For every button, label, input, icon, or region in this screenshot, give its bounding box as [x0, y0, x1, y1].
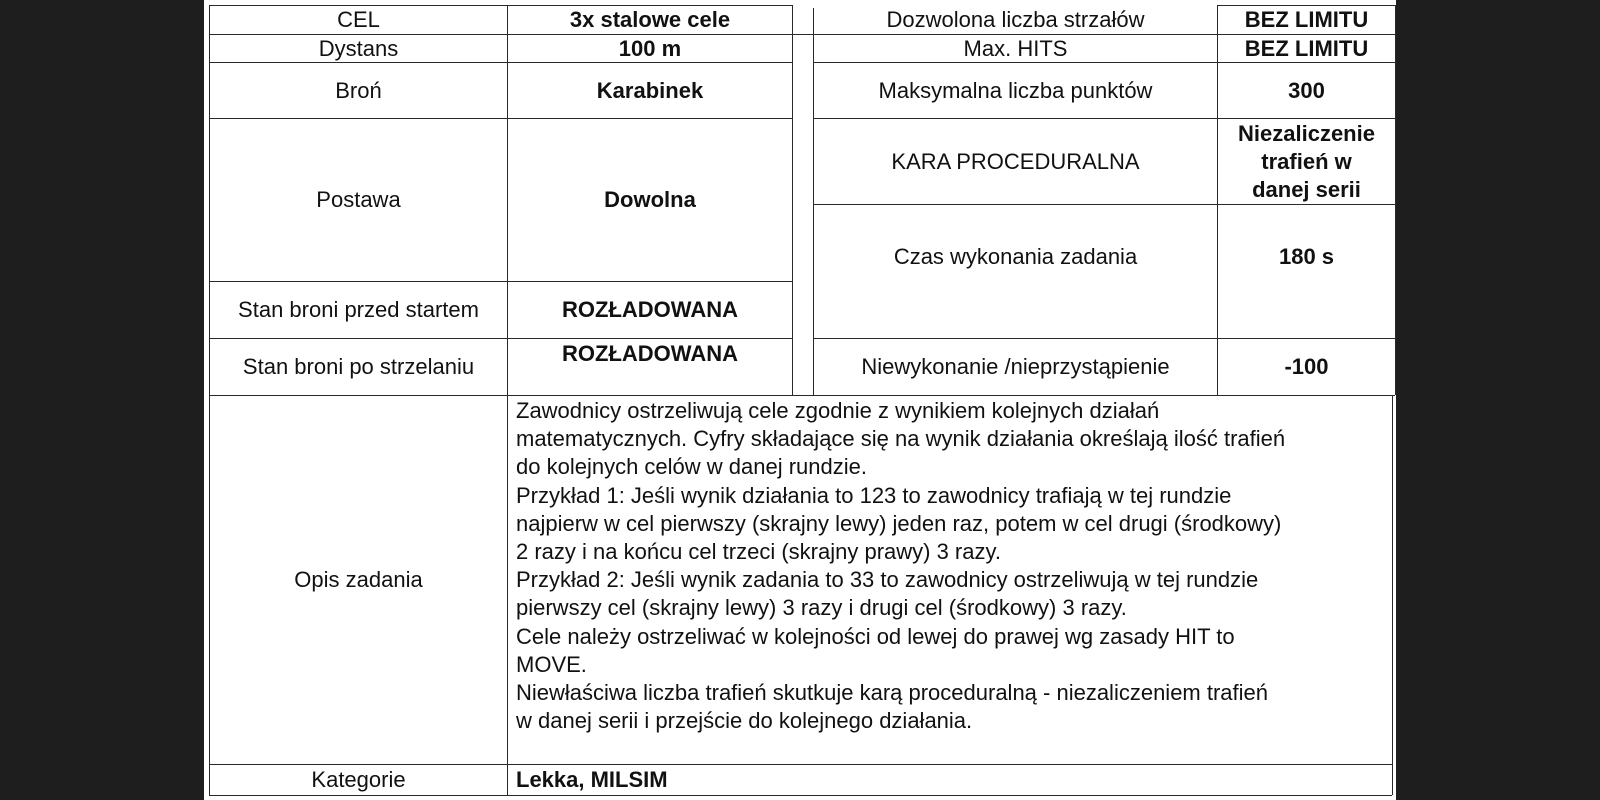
- value-kara: [1218, 119, 1395, 204]
- description-line: Cele należy ostrzeliwać w kolejności od lewej do prawej wg zasady HIT to: [516, 623, 1235, 649]
- value-stan-po: ROZŁADOWANA: [562, 341, 738, 366]
- label-kategorie: Kategorie: [311, 767, 406, 792]
- label-niewykonanie: Niewykonanie /nieprzystąpienie: [861, 354, 1170, 379]
- label-cel: CEL: [337, 7, 380, 32]
- value-kategorie: Lekka, MILSIM: [516, 767, 668, 792]
- description-line: 2 razy i na końcu cel trzeci (skrajny prawy) 3 razy.: [516, 539, 1001, 565]
- label-czas: Czas wykonania zadania: [893, 243, 1138, 269]
- value-czas: 180 s: [1278, 243, 1335, 269]
- description-line: najpierw w cel pierwszy (skrajny lewy) jeden raz, potem w cel drugi (środkowy): [516, 510, 1282, 536]
- description-line: pierwszy cel (skrajny lewy) 3 razy i drugi cel (środkowy) 3 razy.: [516, 595, 1127, 621]
- value-max-hits: BEZ LIMITU: [1244, 35, 1369, 61]
- description-line: Przykład 1: Jeśli wynik działania to 123 to zawodnicy trafiają w tej rundzie: [516, 482, 1232, 508]
- value-stan-przed: ROZŁADOWANA: [562, 297, 738, 322]
- value-kara-line: trafień w: [1261, 148, 1352, 174]
- value-dozwolona-liczba: BEZ LIMITU: [1244, 7, 1369, 32]
- value-cel: 3x stalowe cele: [569, 7, 731, 32]
- description-line: w danej serii i przejście do kolejnego działania.: [516, 708, 973, 734]
- table-border: [1395, 5, 1396, 395]
- value-bron: Karabinek: [596, 77, 704, 103]
- label-postawa: Postawa: [316, 187, 401, 212]
- value-dystans: 100 m: [618, 35, 682, 61]
- label-kara: KARA PROCEDURALNA: [891, 148, 1140, 174]
- label-opis: Opis zadania: [294, 567, 423, 592]
- value-max-punktow: 300: [1288, 77, 1325, 103]
- description-line: Zawodnicy ostrzeliwują cele zgodnie z wynikiem kolejnych działań: [516, 398, 1160, 423]
- description-line: Niewłaściwa liczba trafień skutkuje karą proceduralną - niezaliczeniem trafień: [516, 680, 1269, 706]
- label-stan-po: Stan broni po strzelaniu: [242, 354, 475, 379]
- value-niewykonanie: -100: [1284, 354, 1329, 379]
- label-max-punktow: Maksymalna liczba punktów: [878, 77, 1153, 103]
- description-line: do kolejnych celów w danej rundzie.: [516, 454, 867, 480]
- description-line: Przykład 2: Jeśli wynik zadania to 33 to zawodnicy ostrzeliwują w tej rundzie: [516, 567, 1259, 593]
- description-line: MOVE.: [516, 651, 587, 677]
- table-border: [1392, 395, 1393, 795]
- description-line: matematycznych. Cyfry składające się na wynik działania określają ilość trafień: [516, 426, 1286, 452]
- label-dystans: Dystans: [318, 35, 399, 61]
- table-border: [792, 5, 793, 395]
- description-text: [516, 397, 1392, 735]
- table-border: [209, 795, 1392, 796]
- label-stan-przed: Stan broni przed startem: [238, 297, 479, 322]
- label-max-hits: Max. HITS: [963, 35, 1068, 61]
- value-kara-line: danej serii: [1252, 176, 1361, 202]
- label-dozwolona-liczba: Dozwolona liczba strzałów: [886, 7, 1145, 32]
- value-kara-line: Niezaliczenie: [1238, 120, 1375, 146]
- value-postawa: Dowolna: [604, 187, 696, 212]
- label-bron: Broń: [335, 77, 382, 103]
